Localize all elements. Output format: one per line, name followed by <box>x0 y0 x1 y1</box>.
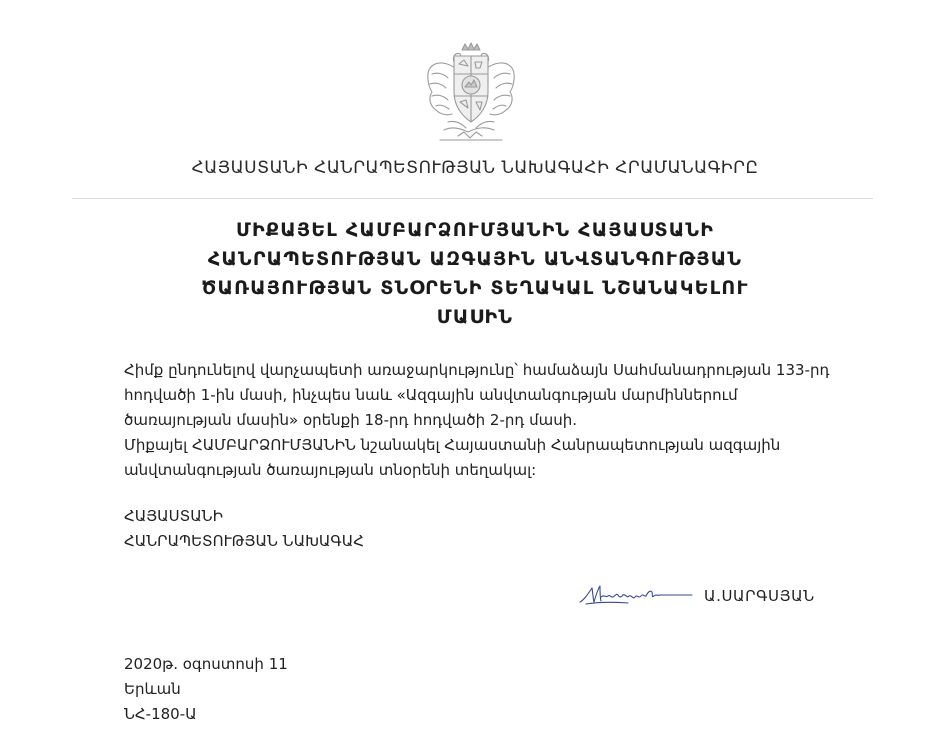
coat-of-arms-icon <box>418 40 524 150</box>
decree-title <box>180 216 770 332</box>
signer-title <box>124 504 364 554</box>
signature-icon <box>578 580 694 610</box>
document-type-heading: ՀԱՅԱՍՏԱՆԻ ՀԱՆՐԱՊԵՏՈՒԹՅԱՆ ՆԱԽԱԳԱՀԻ ՀՐԱՄԱՆԱԳԻՐԸ <box>191 158 759 178</box>
decree-title-line: ԾԱՌԱՅՈՒԹՅԱՆ ՏՆՕՐԵՆԻ ՏԵՂԱԿԱԼ ՆՇԱՆԱԿԵԼՈՒ <box>201 277 749 299</box>
decree-date: 2020թ. օգոստոսի 11 <box>124 655 288 673</box>
signer-title-line: ՀԱՆՐԱՊԵՏՈՒԹՅԱՆ ՆԱԽԱԳԱՀ <box>124 532 364 550</box>
decree-title-line: ՄԻՔԱՅԵԼ ՀԱՄԲԱՐՁՈՒՄՅԱՆԻՆ ՀԱՅԱՍՏԱՆԻ <box>235 219 715 241</box>
decree-place: Երևան <box>124 680 181 698</box>
decree-footer <box>124 652 288 727</box>
decree-body <box>124 358 839 483</box>
header-divider <box>72 198 873 199</box>
signer-title-line: ՀԱՅԱՍՏԱՆԻ <box>124 507 223 525</box>
signature-block <box>578 580 838 616</box>
decree-decision: Միքայել ՀԱՄԲԱՐՁՈՒՄՅԱՆԻՆ նշանակել Հայաստանի Հանրապետության ազգային անվտանգության ծառայության տնօրենի տեղակալ: <box>124 436 781 479</box>
decree-number: ՆՀ-180-Ա <box>124 705 197 723</box>
signer-name: Ա.ՍԱՐԳՍՅԱՆ <box>704 587 815 605</box>
decree-preamble: Հիմք ընդունելով վարչապետի առաջարկությունը՝ համաձայն Սահմանադրության 133-րդ հոդվածի 1-ին մասի, ինչպես նաև «Ազգային անվտանգության մարմիններում ծառայության մասին» օրենքի 18-րդ հոդվածի 2-րդ մասի. <box>124 361 830 429</box>
decree-title-line: ՀԱՆՐԱՊԵՏՈՒԹՅԱՆ ԱԶԳԱՅԻՆ ԱՆՎՏԱՆԳՈՒԹՅԱՆ <box>207 248 743 270</box>
decree-title-line: ՄԱՍԻՆ <box>436 306 514 328</box>
